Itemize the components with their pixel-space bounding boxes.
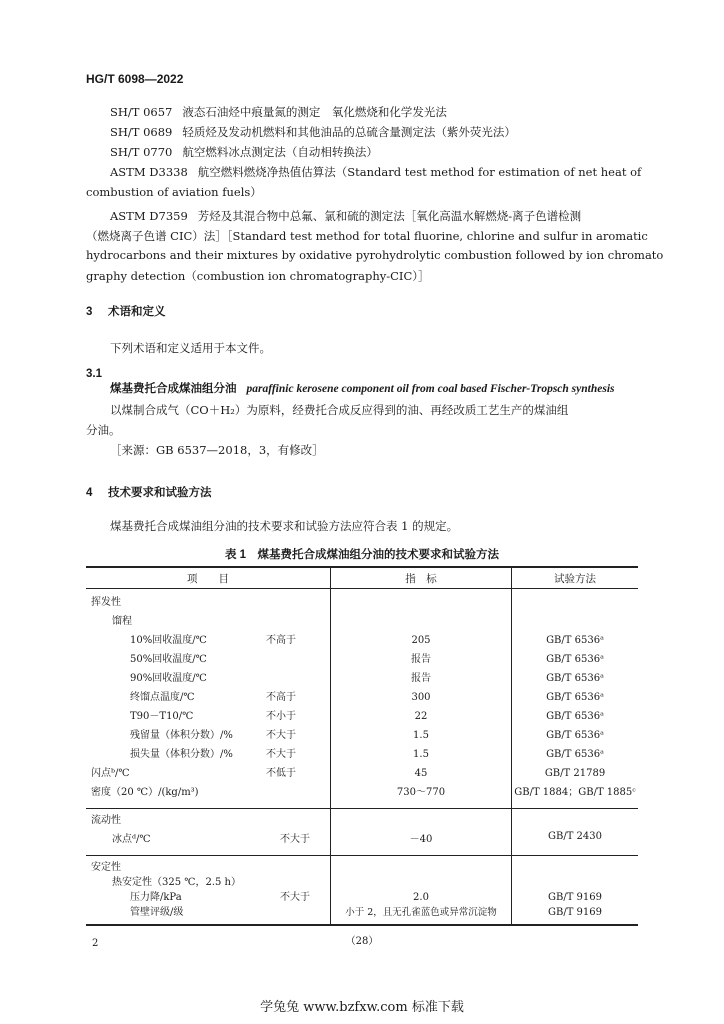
section-number: 4 [86, 487, 93, 499]
reference-sh-t-0657 [110, 104, 447, 120]
test-method: GB/T 6536ᵃ [546, 654, 604, 665]
definition-source: ［来源：GB 6537—2018，3，有修改］ [110, 443, 324, 457]
section-3-intro: 下列术语和定义适用于本文件。 [110, 341, 271, 355]
spec-table [86, 566, 638, 926]
section-4-heading [86, 484, 212, 500]
group-label: 挥发性 [91, 597, 121, 608]
spec-value: 报告 [411, 673, 431, 684]
test-method: GB/T 2430 [547, 831, 602, 842]
test-method: GB/T 6536ᵃ [546, 730, 604, 741]
table-row: 冰点ᵈ/℃ 不大于 [112, 834, 310, 845]
reference-astm-d7359-cont2: hydrocarbons and their mixtures by oxidative pyrohydrolytic combustion followed by ion chromato [86, 248, 664, 262]
reference-sh-t-0770 [110, 144, 378, 160]
table-row: 终馏点温度/℃ 不高于 [130, 692, 296, 703]
section-title: 术语和定义 [108, 306, 166, 318]
term-entry [110, 380, 615, 396]
table-row: 90%回收温度/℃ [130, 673, 207, 684]
table-caption: 表 1 煤基费托合成煤油组分油的技术要求和试验方法 [224, 549, 500, 561]
test-method: GB/T 9169 [547, 892, 602, 903]
fluidity-group [86, 809, 638, 856]
reference-astm-d7359-cont3: graphy detection（combustion ion chromatography-CIC）］ [86, 269, 430, 283]
subgroup-label: 馏程 [112, 616, 132, 627]
spec-value: 小于 2，且无孔雀蓝色或异常沉淀物 [345, 907, 497, 918]
table-row: 密度（20 ℃）/(kg/m³) [91, 787, 199, 798]
header-method: 试验方法 [512, 567, 639, 589]
spec-value: 22 [414, 711, 428, 722]
term-english: paraffinic kerosene component oil from coal based Fischer-Tropsch synthesis [246, 383, 615, 395]
test-method: GB/T 6536ᵃ [546, 673, 604, 684]
table-row: 50%回收温度/℃ [130, 654, 207, 665]
section-title: 技术要求和试验方法 [108, 487, 212, 499]
header-item: 项 目 [86, 567, 331, 589]
reference-title: 轻质烃及发动机燃料和其他油品的总硫含量测定法（紫外荧光法） [182, 125, 516, 139]
reference-title: 航空燃料燃烧净热值估算法（Standard test method for estimation of net heat of [197, 165, 642, 179]
spec-value: 300 [411, 692, 431, 703]
reference-code: SH/T 0689 [110, 125, 173, 139]
test-method: GB/T 9169 [547, 907, 602, 918]
reference-code: ASTM D7359 [110, 209, 188, 223]
clause-3-1: 3.1 [86, 368, 102, 380]
table-header-row [86, 567, 638, 589]
definition-line-2: 分油。 [86, 423, 121, 437]
reference-sh-t-0689 [110, 124, 516, 140]
bracket-page-number: （28） [345, 936, 379, 947]
watermark: 学兔兔 www.bzfxw.com 标准下载 [260, 1000, 464, 1015]
section-number: 3 [86, 306, 93, 318]
section-3-heading [86, 303, 166, 319]
volatility-group [86, 589, 638, 809]
test-method: GB/T 6536ᵃ [546, 635, 604, 646]
spec-value: 报告 [411, 654, 431, 665]
table-row: 损失量（体积分数）/% 不大于 [130, 749, 296, 760]
spec-value: 730～770 [396, 787, 446, 798]
spec-value: 205 [411, 635, 431, 646]
test-method: GB/T 1884；GB/T 1885ᶜ [514, 787, 636, 798]
reference-code: ASTM D3338 [110, 165, 188, 179]
table-row: 管壁评级/级 [130, 907, 184, 918]
spec-value: 45 [414, 768, 428, 779]
spec-value: 1.5 [413, 749, 429, 760]
table-row: 闪点ᵇ/℃ 不低于 [91, 768, 296, 779]
reference-code: SH/T 0657 [110, 105, 173, 119]
test-method: GB/T 21789 [544, 768, 606, 779]
spec-value: 2.0 [413, 892, 429, 903]
table-row: 10%回收温度/℃ 不高于 [130, 635, 296, 646]
reference-code: SH/T 0770 [110, 145, 173, 159]
definition-line-1: 以煤制合成气（CO＋H₂）为原料，经费托合成反应得到的油、再经改质工艺生产的煤油组 [110, 403, 569, 417]
table-row: 残留量（体积分数）/% 不大于 [130, 730, 296, 741]
reference-astm-d7359-cont1: （燃烧离子色谱 CIC）法］［Standard test method for total fluorine, chlorine and sulfur in aromatic [86, 229, 648, 243]
table-row: 压力降/kPa 不大于 [130, 892, 310, 903]
test-method: GB/T 6536ᵃ [546, 692, 604, 703]
table-row: T90－T10/℃ 不小于 [130, 711, 296, 722]
test-method: GB/T 6536ᵃ [546, 749, 604, 760]
header-index: 指 标 [331, 567, 512, 589]
page-number: 2 [92, 938, 99, 949]
term-chinese: 煤基费托合成煤油组分油 [110, 381, 237, 395]
standard-id: HG/T 6098—2022 [86, 72, 184, 86]
reference-astm-d3338-cont: combustion of aviation fuels） [86, 185, 262, 199]
safety-group [86, 856, 638, 926]
spec-value: 1.5 [413, 730, 429, 741]
reference-title: 航空燃料冰点测定法（自动相转换法） [182, 145, 378, 159]
group-label: 流动性 [91, 815, 121, 826]
reference-title: 芳烃及其混合物中总氟、氯和硫的测定法［氧化高温水解燃烧-离子色谱检测 [197, 209, 582, 223]
reference-astm-d7359 [110, 208, 581, 224]
reference-title: 液态石油烃中痕量氮的测定 氧化燃烧和化学发光法 [182, 105, 447, 119]
spec-value: －40 [409, 834, 433, 845]
section-4-intro: 煤基费托合成煤油组分油的技术要求和试验方法应符合表 1 的规定。 [110, 519, 459, 533]
group-label: 安定性 [91, 862, 121, 873]
test-method: GB/T 6536ᵃ [546, 711, 604, 722]
subgroup-label: 热安定性（325 ℃，2.5 h） [112, 877, 241, 888]
reference-astm-d3338 [110, 164, 641, 180]
